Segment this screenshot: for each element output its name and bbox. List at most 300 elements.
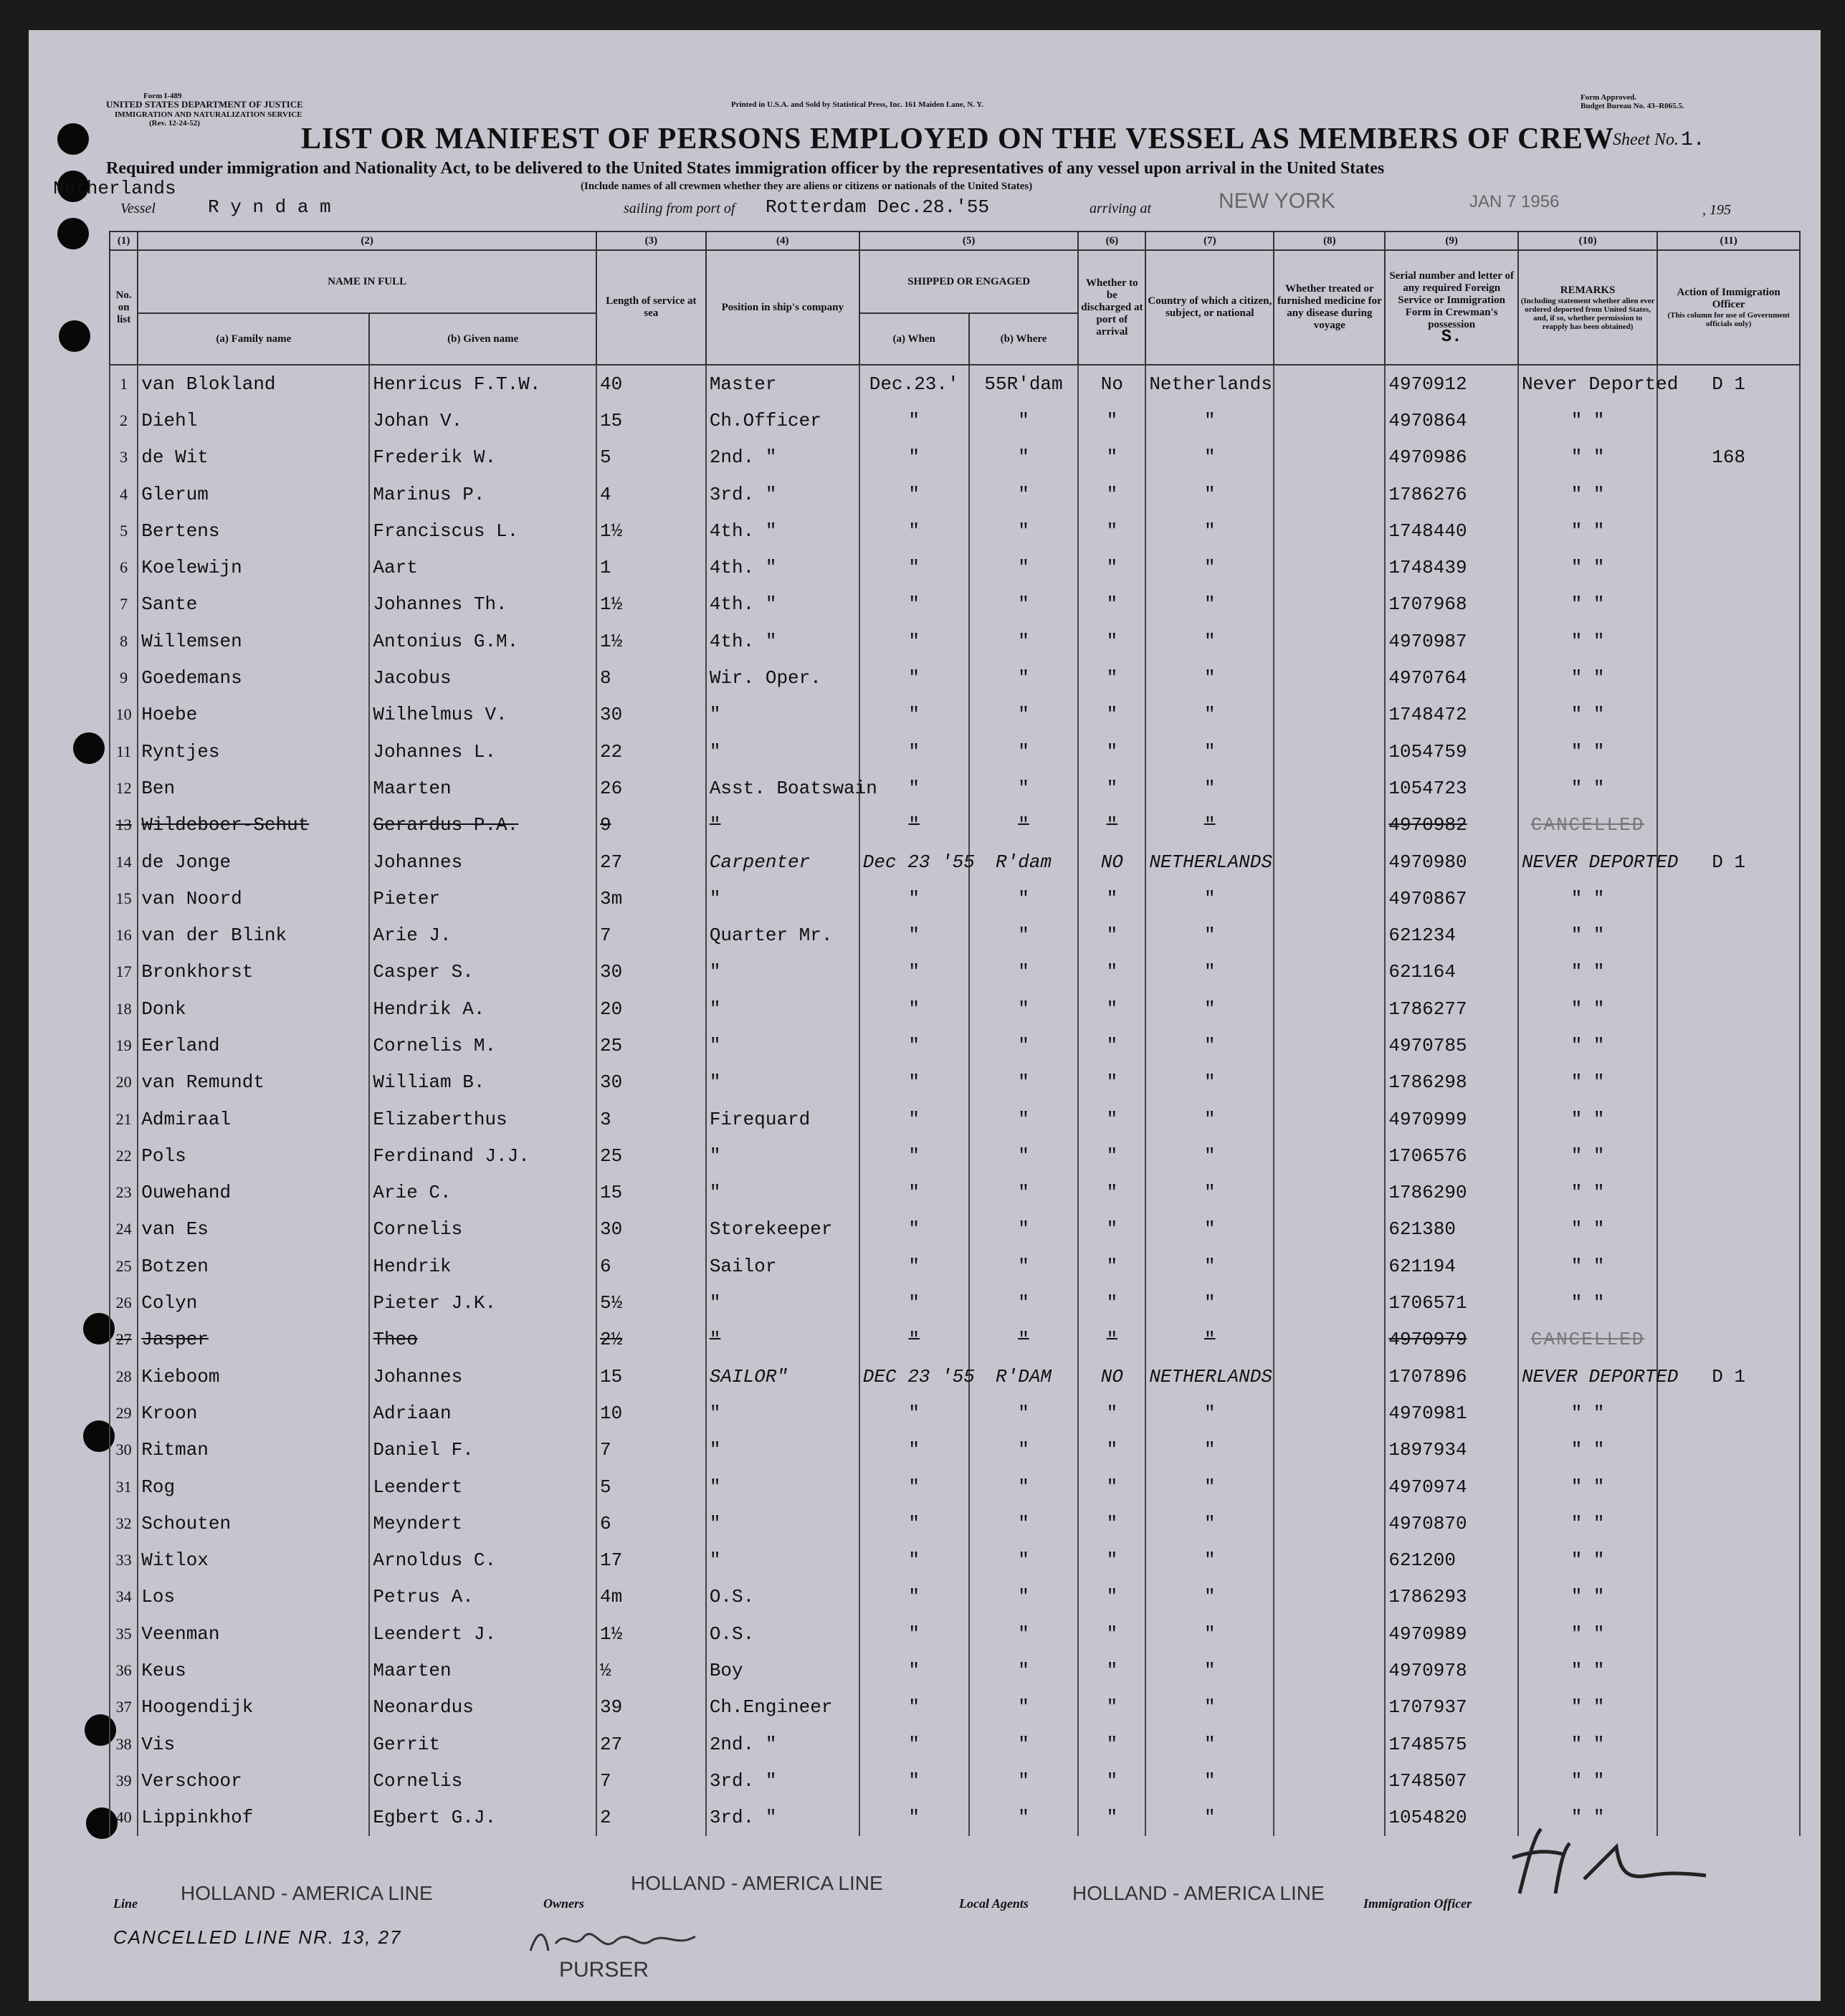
cell-length: 3 [596,1101,706,1137]
header-length: Length of service at sea [596,250,706,365]
cell-serial: 1706571 [1385,1284,1518,1321]
cell-no: 40 [110,1800,138,1836]
arrival-date-stamp: JAN 7 1956 [1469,192,1560,211]
header-shipped: SHIPPED OR ENGAGED [859,250,1079,313]
cell-length: 6 [596,1505,706,1542]
table-row [110,549,1800,586]
cell-given: Jacobus [369,659,596,696]
cell-length: 27 [596,1726,706,1762]
cell-position: " [706,990,859,1027]
cell-treated [1274,697,1385,733]
cell-where: " [969,586,1079,623]
header-action-note: (This column for use of Government officials only) [1667,311,1790,328]
owners-label: Owners [543,1896,585,1911]
header-position: Position in ship's company [706,250,859,365]
cell-country: " [1145,1211,1274,1248]
cell-no: 6 [110,549,138,586]
cell-when: " [859,733,969,770]
required-statement: Required under immigration and Nationality Act, to be delivered to the United States immigration officer by the representatives of any vessel upon arrival in the United States [106,159,1385,178]
cell-disch: " [1078,733,1145,770]
sailing-label: sailing from port of [624,201,735,216]
table-row [110,770,1800,806]
cell-given: Pieter [369,880,596,917]
cell-length: 39 [596,1689,706,1726]
cell-action [1657,623,1800,659]
cell-no: 21 [110,1101,138,1137]
cell-serial: 621380 [1385,1211,1518,1248]
cell-position: O.S. [706,1615,859,1652]
cell-no: 36 [110,1652,138,1688]
cell-remarks: " " [1518,1432,1657,1468]
cell-no: 26 [110,1284,138,1321]
cell-remarks: Never Deported [1518,365,1657,402]
cell-disch: " [1078,697,1145,733]
cell-treated [1274,1358,1385,1395]
cell-treated [1274,549,1385,586]
cell-remarks: " " [1518,476,1657,512]
cell-country: " [1145,1615,1274,1652]
arriving-label: arriving at [1090,201,1152,216]
header-action-title: Action of Immigration Officer [1677,287,1780,310]
cell-remarks: " " [1518,1395,1657,1431]
cell-no: 8 [110,623,138,659]
cell-country: " [1145,1175,1274,1211]
cell-action [1657,1726,1800,1762]
cell-no: 10 [110,697,138,733]
cell-remarks: " " [1518,697,1657,733]
cell-disch: " [1078,1175,1145,1211]
cell-position: Master [706,365,859,402]
cell-no: 7 [110,586,138,623]
header-where: (b) Where [969,313,1079,365]
cell-country: " [1145,402,1274,439]
cell-remarks: " " [1518,1615,1657,1652]
table-row [110,1542,1800,1579]
cell-serial: 1707896 [1385,1358,1518,1395]
cell-remarks: " " [1518,1064,1657,1101]
cell-when: Dec 23 '55 [859,844,969,880]
cell-disch: " [1078,807,1145,844]
cell-length: 7 [596,1762,706,1799]
cell-where: " [969,1800,1079,1836]
cell-position: " [706,1505,859,1542]
cell-remarks: " " [1518,1652,1657,1688]
punch-hole [59,320,90,352]
header-remarks-note: (Including statement whether alien ever ordered deported from United States, and, if so, whether permission to reapply has been obtained) [1520,296,1655,331]
cell-action [1657,1579,1800,1615]
cell-given: Hendrik [369,1248,596,1284]
cell-where: " [969,512,1079,549]
cell-given: Antonius G.M. [369,623,596,659]
cell-remarks: " " [1518,1137,1657,1174]
cell-no: 5 [110,512,138,549]
cell-where: " [969,1211,1079,1248]
cell-treated [1274,1137,1385,1174]
cell-action [1657,1542,1800,1579]
cell-length: 4 [596,476,706,512]
cell-treated [1274,439,1385,476]
cell-family: Ryntjes [138,733,369,770]
cell-given: William B. [369,1064,596,1101]
table-row [110,844,1800,880]
crew-table [109,231,1801,1836]
cell-no: 23 [110,1175,138,1211]
cell-length: 25 [596,1137,706,1174]
table-row [110,1284,1800,1321]
cell-action [1657,512,1800,549]
crew-table-body [110,365,1800,1836]
cell-given: Johannes [369,1358,596,1395]
cell-family: van Es [138,1211,369,1248]
cell-position: " [706,1432,859,1468]
cell-when: " [859,1652,969,1688]
cell-given: Casper S. [369,954,596,990]
cell-length: 2 [596,1800,706,1836]
cell-length: 20 [596,990,706,1027]
cell-where: " [969,880,1079,917]
cell-disch: " [1078,1027,1145,1064]
col-number: (1) [110,231,138,250]
cell-treated [1274,1689,1385,1726]
cell-disch: " [1078,1762,1145,1799]
cell-length: 2½ [596,1322,706,1358]
cell-when: " [859,439,969,476]
cell-no: 1 [110,365,138,402]
department-line: UNITED STATES DEPARTMENT OF JUSTICE [106,99,303,110]
cell-serial: 1748439 [1385,549,1518,586]
cell-position: O.S. [706,1579,859,1615]
cell-country: " [1145,1652,1274,1688]
header-discharged: Whether to be discharged at port of arrival [1078,250,1145,365]
cell-serial: 1748507 [1385,1762,1518,1799]
year-suffix: , 195 [1702,202,1731,218]
cell-when: " [859,1689,969,1726]
cell-position: 3rd. " [706,1762,859,1799]
cell-treated [1274,917,1385,953]
cell-serial: 621200 [1385,1542,1518,1579]
cell-when: " [859,990,969,1027]
col-number: (7) [1145,231,1274,250]
cell-country: " [1145,1137,1274,1174]
cell-disch: " [1078,512,1145,549]
cell-remarks: " " [1518,402,1657,439]
table-row [110,697,1800,733]
cell-given: Gerrit [369,1726,596,1762]
cell-length: 3m [596,880,706,917]
cell-serial: 1786290 [1385,1175,1518,1211]
cell-disch: " [1078,549,1145,586]
cell-no: 2 [110,402,138,439]
col-number: (11) [1657,231,1800,250]
cell-when: " [859,512,969,549]
table-row [110,512,1800,549]
local-agents-label: Local Agents [959,1896,1029,1911]
cell-position: 3rd. " [706,476,859,512]
cell-when: " [859,1505,969,1542]
cell-serial: 4970978 [1385,1652,1518,1688]
cell-action [1657,1175,1800,1211]
cell-treated [1274,733,1385,770]
cell-length: ½ [596,1652,706,1688]
table-row [110,1652,1800,1688]
cell-where: " [969,439,1079,476]
cell-disch: " [1078,586,1145,623]
cell-treated [1274,1064,1385,1101]
cell-no: 28 [110,1358,138,1395]
cell-no: 29 [110,1395,138,1431]
cell-no: 14 [110,844,138,880]
cell-country: " [1145,1284,1274,1321]
header-serial [1385,250,1518,365]
cell-position: Ch.Engineer [706,1689,859,1726]
cell-serial: 4970999 [1385,1101,1518,1137]
cell-remarks: " " [1518,1726,1657,1762]
cell-family: van Blokland [138,365,369,402]
cell-when: " [859,623,969,659]
cell-action [1657,990,1800,1027]
cell-length: 30 [596,697,706,733]
cell-no: 20 [110,1064,138,1101]
cell-family: Botzen [138,1248,369,1284]
cell-length: 15 [596,1358,706,1395]
table-row [110,1027,1800,1064]
cell-position: 4th. " [706,549,859,586]
cell-family: van Noord [138,880,369,917]
cell-given: Petrus A. [369,1579,596,1615]
cell-disch: " [1078,1064,1145,1101]
cell-family: Ouwehand [138,1175,369,1211]
cell-position: " [706,1322,859,1358]
cell-country: " [1145,476,1274,512]
cell-country: " [1145,623,1274,659]
manifest-page [29,30,1821,2001]
cell-given: Meyndert [369,1505,596,1542]
cell-serial: 1054820 [1385,1800,1518,1836]
header-remarks-title: REMARKS [1560,284,1616,296]
cell-treated [1274,1800,1385,1836]
cell-country: " [1145,990,1274,1027]
cell-given: Neonardus [369,1689,596,1726]
cell-serial: 4970864 [1385,402,1518,439]
table-row [110,990,1800,1027]
cell-disch: " [1078,1284,1145,1321]
cell-no: 17 [110,954,138,990]
cell-action: 168 [1657,439,1800,476]
cell-treated [1274,880,1385,917]
cell-no: 3 [110,439,138,476]
cell-action [1657,1762,1800,1799]
cell-where: " [969,1726,1079,1762]
cell-no: 37 [110,1689,138,1726]
cell-country: " [1145,1101,1274,1137]
cell-action [1657,1395,1800,1431]
cell-remarks: " " [1518,439,1657,476]
cell-disch: " [1078,954,1145,990]
cell-country: NETHERLANDS [1145,1358,1274,1395]
cell-remarks: NEVER DEPORTED [1518,844,1657,880]
cell-disch: " [1078,880,1145,917]
cell-where: " [969,770,1079,806]
cell-no: 19 [110,1027,138,1064]
cell-position: Sailor [706,1248,859,1284]
cell-length: 5 [596,1468,706,1505]
cell-treated [1274,476,1385,512]
header-serial-s: S. [1441,328,1462,347]
cell-treated [1274,623,1385,659]
cell-family: de Jonge [138,844,369,880]
cell-length: 10 [596,1395,706,1431]
cell-remarks: " " [1518,880,1657,917]
cell-treated [1274,1211,1385,1248]
cell-serial: 1707937 [1385,1689,1518,1726]
cell-length: 9 [596,807,706,844]
cell-where: " [969,807,1079,844]
cell-position: " [706,1395,859,1431]
cell-family: Kieboom [138,1358,369,1395]
cell-serial: 4970867 [1385,880,1518,917]
cell-given: Hendrik A. [369,990,596,1027]
cell-given: Maarten [369,1652,596,1688]
cell-action [1657,697,1800,733]
cell-action [1657,476,1800,512]
cell-action [1657,659,1800,696]
cell-serial: 1054723 [1385,770,1518,806]
cell-country: " [1145,1800,1274,1836]
cell-serial: 4970981 [1385,1395,1518,1431]
cell-country: " [1145,1395,1274,1431]
table-row [110,402,1800,439]
cell-disch: " [1078,1615,1145,1652]
cell-serial: 621164 [1385,954,1518,990]
cell-given: Johannes L. [369,733,596,770]
table-row [110,1432,1800,1468]
cell-action [1657,1322,1800,1358]
cell-position: Wir. Oper. [706,659,859,696]
cell-serial: 621194 [1385,1248,1518,1284]
cell-family: Colyn [138,1284,369,1321]
sheet-number: 1. [1681,129,1705,151]
cell-where: " [969,1027,1079,1064]
cell-remarks: CANCELLED [1518,807,1657,844]
cell-where: " [969,659,1079,696]
cell-length: 40 [596,365,706,402]
cell-given: Aart [369,549,596,586]
cell-where: 55R'dam [969,365,1079,402]
col-number: (4) [706,231,859,250]
cell-disch: " [1078,1211,1145,1248]
cell-length: 30 [596,954,706,990]
cell-disch: " [1078,1689,1145,1726]
cell-where: " [969,1542,1079,1579]
cell-disch: " [1078,990,1145,1027]
cell-when: " [859,1211,969,1248]
officer-signature [1491,1822,1735,1908]
cell-action [1657,1615,1800,1652]
cell-no: 31 [110,1468,138,1505]
punch-hole [73,732,105,764]
cell-position: " [706,733,859,770]
cell-action [1657,733,1800,770]
cell-disch: " [1078,476,1145,512]
cell-disch: " [1078,1726,1145,1762]
cell-given: Johannes Th. [369,586,596,623]
table-row [110,1322,1800,1358]
table-row [110,733,1800,770]
cell-serial: 4970986 [1385,439,1518,476]
cell-treated [1274,1395,1385,1431]
cell-when: " [859,659,969,696]
cell-no: 15 [110,880,138,917]
table-row [110,1615,1800,1652]
table-row [110,954,1800,990]
cell-when: " [859,697,969,733]
cell-treated [1274,1248,1385,1284]
cell-where: R'DAM [969,1358,1079,1395]
cell-no: 12 [110,770,138,806]
col-number: (9) [1385,231,1518,250]
cell-no: 35 [110,1615,138,1652]
cell-family: Diehl [138,402,369,439]
cell-where: " [969,1432,1079,1468]
cell-treated [1274,844,1385,880]
cell-position: Storekeeper [706,1211,859,1248]
header-action [1657,250,1800,365]
cell-when: " [859,917,969,953]
cell-when: " [859,1395,969,1431]
cell-country: " [1145,697,1274,733]
cell-position: SAILOR" [706,1358,859,1395]
cell-action: D 1 [1657,844,1800,880]
cell-country: " [1145,807,1274,844]
cell-length: 8 [596,659,706,696]
cell-no: 13 [110,807,138,844]
cell-serial: 1786277 [1385,990,1518,1027]
cell-treated [1274,1726,1385,1762]
cell-when: " [859,586,969,623]
cell-disch: " [1078,1248,1145,1284]
cell-no: 16 [110,917,138,953]
cell-when: DEC 23 '55 [859,1358,969,1395]
cell-treated [1274,1542,1385,1579]
cell-remarks: " " [1518,659,1657,696]
cell-action [1657,1284,1800,1321]
cell-when: " [859,1800,969,1836]
col-number: (2) [138,231,596,250]
cell-remarks: " " [1518,1284,1657,1321]
cell-where: " [969,954,1079,990]
cell-country: " [1145,917,1274,953]
cell-disch: " [1078,439,1145,476]
cell-family: Rog [138,1468,369,1505]
cell-length: 4m [596,1579,706,1615]
cell-disch: " [1078,917,1145,953]
cell-country: " [1145,549,1274,586]
page-title: LIST OR MANIFEST OF PERSONS EMPLOYED ON THE VESSEL AS MEMBERS OF CREW [301,123,1614,156]
sailing-port: Rotterdam Dec.28.'55 [766,196,990,218]
form-number: Form I-489 [143,92,182,100]
cell-position: " [706,1027,859,1064]
cell-serial: 4970980 [1385,844,1518,880]
cell-length: 1½ [596,512,706,549]
cell-disch: " [1078,1432,1145,1468]
cell-given: Egbert G.J. [369,1800,596,1836]
table-row [110,1248,1800,1284]
cell-when: " [859,1322,969,1358]
cell-country: " [1145,512,1274,549]
cell-no: 27 [110,1322,138,1358]
cell-position: " [706,807,859,844]
owners-value: HOLLAND - AMERICA LINE [631,1872,883,1894]
